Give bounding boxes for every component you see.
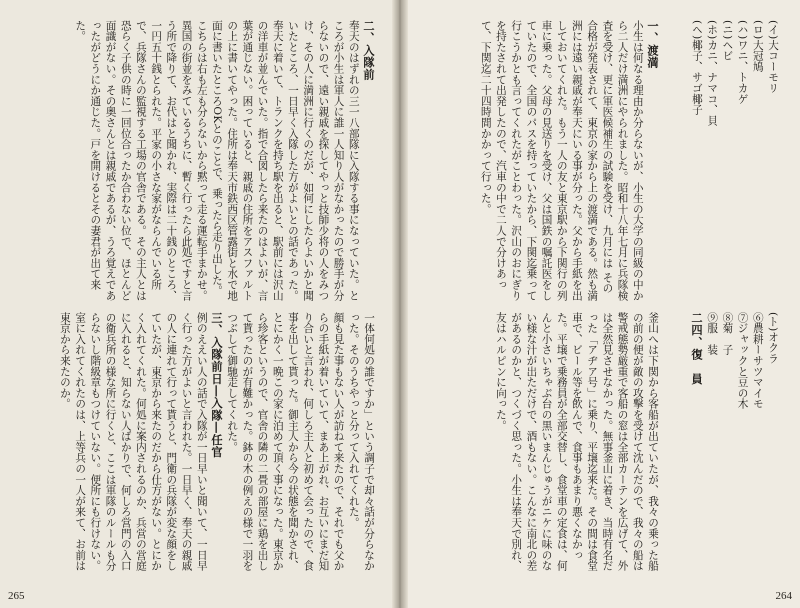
list-item: (ニ)ヘビ	[721, 20, 734, 62]
paragraph: 例のええい人の話で入隊が一日早いと聞いて、一日早く行った方がよいと言われた。一日早く、奉天の親戚の人に連れて行って貰うと、門衛の兵隊が変な顔をしていたが、東京から来たのだから仕方がない。とにかく入れてくれた。何処に案内されるのか、兵営の営庭に入れると、知らない人ばかりで、何しろ営門の入口の衛兵所の様な所に行くと、ここは軍隊のルールも分らないし階級章もつけていない。便所にも行けない。室に入れてくれたのは、上等兵の一人が来て、お前は東京から来たのか。	[58, 312, 208, 572]
right-list-block	[676, 20, 780, 240]
section-heading-toman: 一、渡満	[646, 20, 660, 69]
right-bottom-text-block	[434, 312, 660, 574]
list-item: (ハ)ワニ、トカゲ	[736, 20, 749, 105]
right-page	[402, 0, 800, 608]
left-bottom-text-block	[24, 312, 376, 574]
list-item: ⑧菊 子	[721, 312, 734, 356]
list-item: (ロ)大冠鳩	[751, 20, 764, 72]
paragraph: 小生は何なる理由か分らないが、小生の大学の同級の中から二人だけ満洲にやられました。昭和十八年七月に兵隊検査を受け、更に軍医候補生の試験を受け、九月には その合格が発表されて、東京の家から上の渡満である。然も満洲には遠い親戚が奉天にいる事が分った。父から手紙を出しておいてくれた。もう一人の友と東京駅から下関行の列車に乗った。父母の見送りを受け、父は国鉄の嘱託医をしていたので、全国のパスを持っていたから、下関迄乗って行こうかとも言ってくれたがことわった。沢山のおにぎりを持たされて出発したので、汽車の中で二人で分けあって、下関迄二十四時間かかって行った。	[479, 20, 644, 301]
left-page	[0, 0, 398, 608]
left-top-text-block	[24, 20, 376, 304]
right-list2-block	[676, 312, 780, 482]
list-item: ⑥農耕ーサツマイモ	[751, 312, 764, 410]
section-heading-fukuin: 二四、復 員	[689, 312, 704, 386]
paragraph: 奉天のはずれの三一八部隊に入隊する事になっていた。ところが小生は軍人に誰一人知り人がなかったので勝手が分らないので、遠い親戚を探してやっと技師少将の人をみつけ、その人に満洲に行くのだが、如何にしたらよいかと聞いたところ、一日早く入隊した方がよいとの話であった。	[286, 20, 360, 301]
list-item: ⑦ジャックと豆の木	[736, 312, 749, 410]
paragraph: 顔も見た事もない人が訪ねて来たので、それでも父からの手紙が着いていて、まあ上がれ、お互いにまだ知り合いと言われ、何しろ主人と初めて会ったので、食事を出して貰った。御主人から今の状態を聞かされ、とにかく一晩この家に泊めて頂く事になった。東京から珍客というので、官舎の隣の二畳の部屋に鶏を出して貰ったのが有難かった。鉢の木の例えの様で一羽をつぶして御馳走してくれた。	[226, 312, 345, 572]
section-heading-nyutaimae: 二、入隊前	[362, 20, 376, 81]
list-item: (ト)オクラ	[767, 312, 779, 364]
paragraph: 奉天に着いて、トランクを持ち駅を出ると、駅前には沢山の洋車が並んでいた。指で合図したら来たのはよいが、言葉が通じない。困っていると、親戚の住所をアスファルトの上に書いてやった。住所は奉天市鉄西区管露街と水で地面に書いたところOKとのことで、乗ったら走り出した。こちらは右も左も分らないから黙って走る運転手まかせ。異国の街並をみているうちに、暫く行ったら此処ですと言う所で降りて、お代はと聞かれ、実際は二十銭のところ、一円五十銭とられた。平家の小さな家がならんでいる所で、兵隊さんの監視する工場の官舎である。その主人とは恐らく子供の時に一回位合ったか合わない位で、ほとんど面識がない。その奥さんとは親戚であるが、うろ覚えであったがどうにか通じた。戸を開けるとその妻君が出て来た。	[74, 20, 284, 301]
paragraph: 一体何処の誰ですか」という調子で却々話が分らなかった。そのうちやっと分って入れてくれた。	[347, 312, 375, 572]
list-item: (ヘ)椰子、サゴ椰子	[690, 20, 703, 116]
book-gutter	[392, 0, 408, 608]
right-top-text-block	[434, 20, 660, 304]
section-heading-nyutai: 三、入隊前日―入隊―任官	[209, 312, 224, 459]
list-item: (イ)大コーモリ	[767, 20, 779, 94]
list-item: ⑨服 装	[706, 312, 719, 356]
paragraph: 釜山へは下関から客船が出ていたが、我々の乗った船の前の便が敵の攻撃を受けて沈んだので、我々の船は警戒態勢厳重で客船の窓は全部カーテンを広げて、外は全然見させなかった。無事釜山に着き、当時有名だった「アヂア号」に乗り、平壌迄来た。その間は食堂車で、ビール等を飲んで、食事もあまり悪くなかった。平壌で乗務員が全部交替し、食堂車の定食は、何んと小さいちゃぶ台の黒いまんじゅうがニケに味のない様な汁が出ただけで、酒もない。こんなに南北の差があるのかと、つくづく思った。小生は奉天で別れ、友はハルピンに向った。	[494, 312, 659, 572]
page-number-left: 265	[8, 590, 25, 602]
list-item: (ホ)カニ、ナマコ、貝	[706, 20, 719, 126]
page-number-right: 264	[775, 590, 792, 602]
